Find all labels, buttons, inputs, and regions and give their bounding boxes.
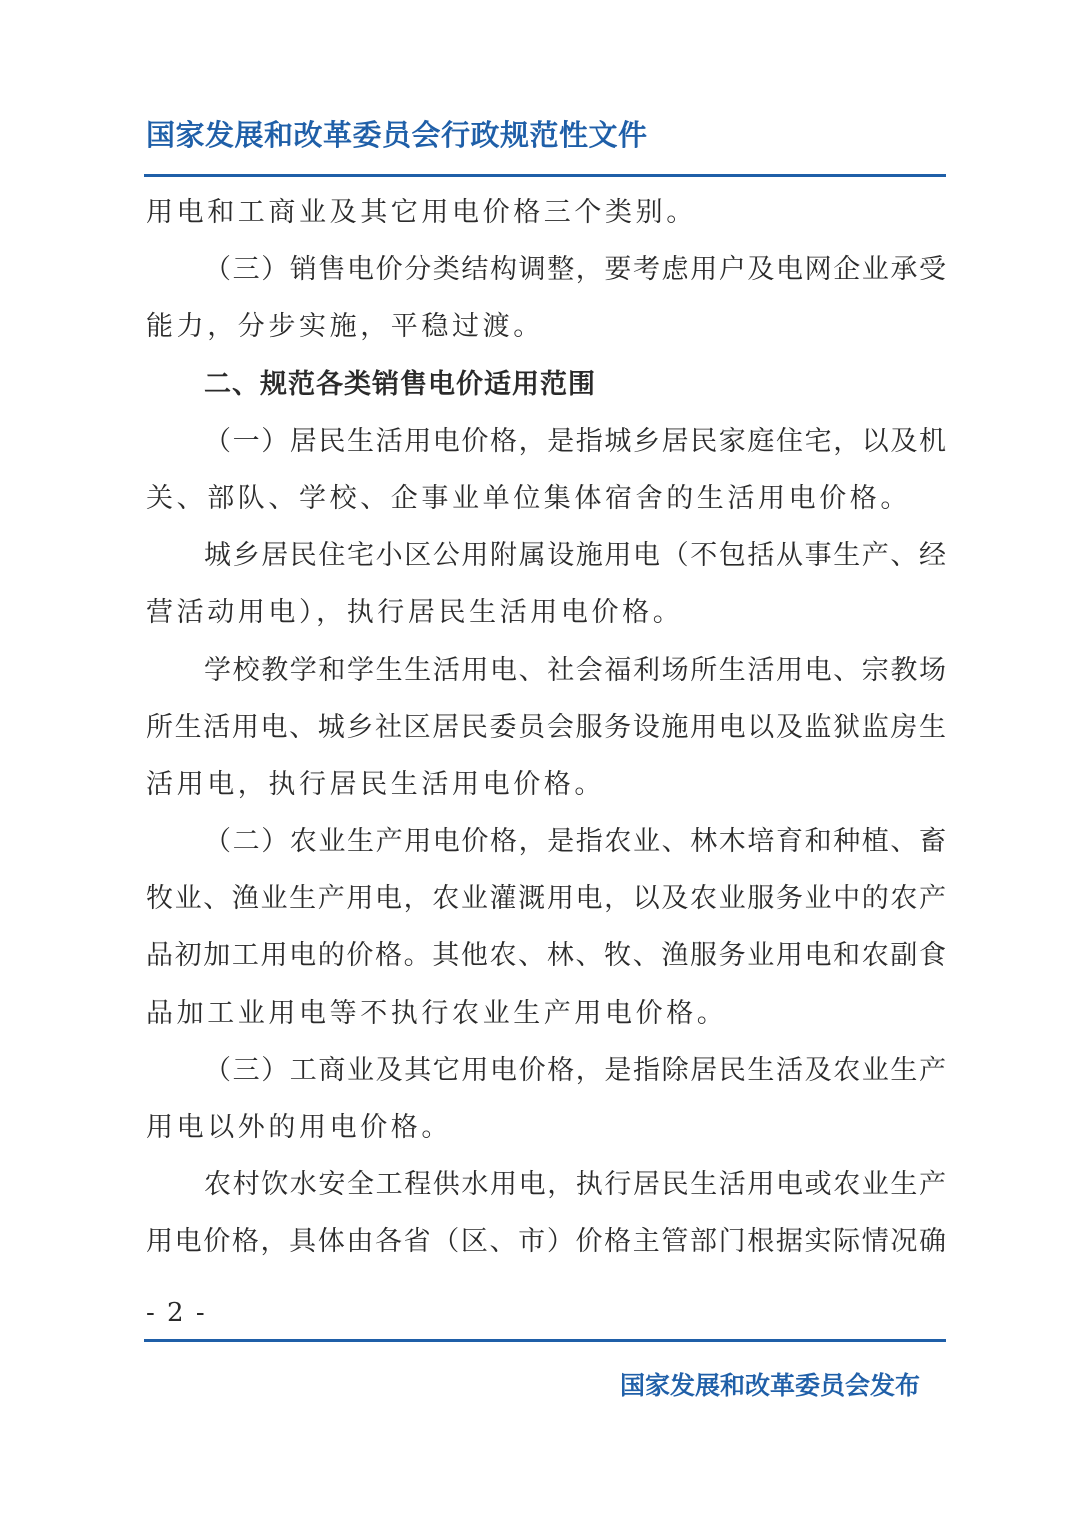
paragraph-line: 用电和工商业及其它用电价格三个类别。	[146, 197, 697, 228]
section-heading: 二、规范各类销售电价适用范围	[204, 368, 596, 400]
header-divider	[144, 174, 946, 177]
paragraph-line: 农村饮水安全工程供水用电，执行居民生活用电或农业生产	[204, 1169, 946, 1201]
header-title: 国家发展和改革委员会行政规范性文件	[146, 118, 648, 152]
paragraph-line: （一）居民生活用电价格，是指城乡居民家庭住宅，以及机	[204, 425, 946, 457]
paragraph-line: 用电以外的用电价格。	[146, 1112, 452, 1143]
paragraph-line: 关、部队、学校、企事业单位集体宿舍的生活用电价格。	[146, 482, 911, 514]
paragraph-line: 用电价格，具体由各省（区、市）价格主管部门根据实际情况确	[146, 1226, 946, 1258]
paragraph-line: 所生活用电、城乡社区居民委员会服务设施用电以及监狱监房生	[146, 711, 946, 743]
paragraph-line: 能力，分步实施，平稳过渡。	[146, 311, 544, 343]
paragraph-line: （三）销售电价分类结构调整，要考虑用户及电网企业承受	[204, 254, 946, 286]
footer-divider	[144, 1339, 946, 1342]
paragraph-line: （三）工商业及其它用电价格，是指除居民生活及农业生产	[204, 1054, 946, 1086]
paragraph-line: 城乡居民住宅小区公用附属设施用电（不包括从事生产、经	[204, 540, 946, 572]
paragraph-line: 品加工业用电等不执行农业生产用电价格。	[146, 997, 728, 1029]
paragraph-line: 牧业、渔业生产用电，农业灌溉用电，以及农业服务业中的农产	[146, 883, 946, 915]
paragraph-line: 活用电，执行居民生活用电价格。	[146, 768, 605, 800]
page-number: - 2 -	[146, 1298, 207, 1328]
footer-publisher: 国家发展和改革委员会发布	[619, 1371, 920, 1400]
document-body	[146, 184, 946, 1271]
paragraph-line: 营活动用电），执行居民生活用电价格。	[146, 597, 684, 629]
paragraph-line: 学校教学和学生生活用电、社会福利场所生活用电、宗教场	[204, 654, 946, 686]
paragraph-line: （二）农业生产用电价格，是指农业、林木培育和种植、畜	[204, 826, 946, 858]
paragraph-line: 品初加工用电的价格。其他农、林、牧、渔服务业用电和农副食	[146, 940, 946, 972]
